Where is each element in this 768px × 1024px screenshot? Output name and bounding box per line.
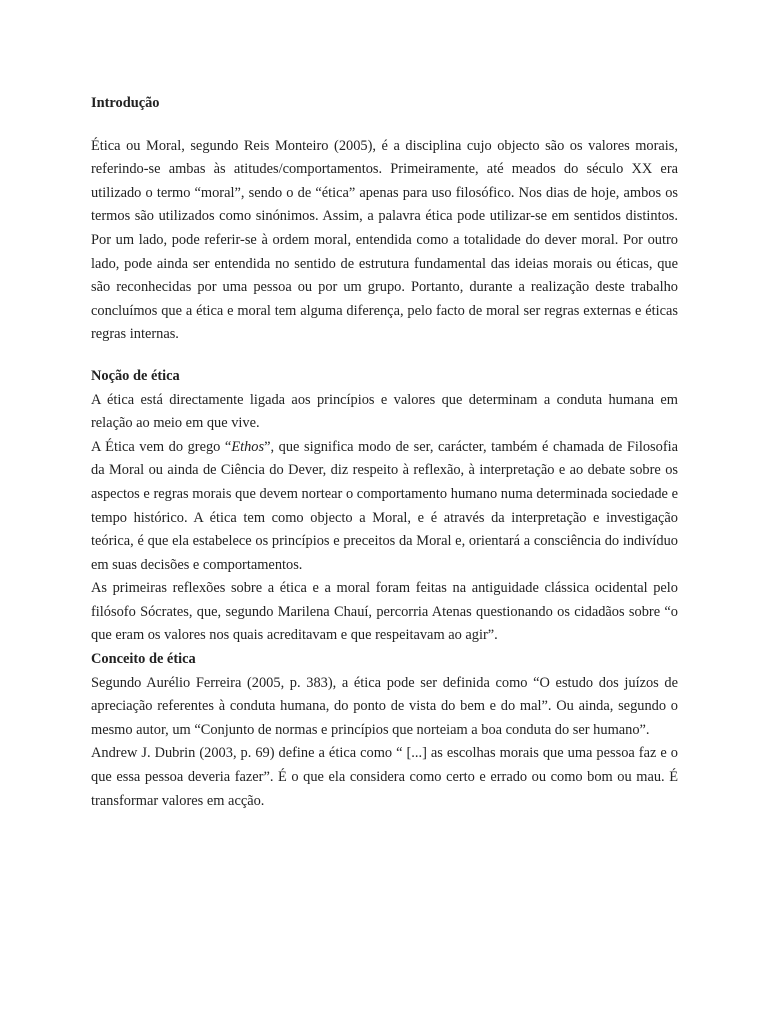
paragraph-nocao-1: A ética está directamente ligada aos princípios e valores que determinam a conduta humana em relação ao meio em que vive.	[91, 391, 678, 432]
section-heading-conceito-de-etica: Conceito de ética	[91, 651, 196, 668]
paragraph-nocao-2-start: A Ética vem do grego “	[91, 438, 232, 455]
section-heading-nocao-de-etica: Noção de ética	[91, 367, 180, 384]
paragraph-conceito-1: Segundo Aurélio Ferreira (2005, p. 383), a ética pode ser definida como “O estudo dos juízos de apreciação referentes à conduta humana, do ponto de vista do bem e do mal”. Ou ainda, segundo o mesmo autor, um “Conjunto de normas e princípios que norteiam a boa conduta do ser humano”.	[91, 674, 678, 738]
section-heading-introducao: Introdução	[91, 95, 160, 111]
paragraph-nocao-2-rest: ”, que significa modo de ser, carácter, também é chamada de Filosofia da Moral ou ainda de Ciência do Dever, diz respeito à reflexão, à interpretação e ao debate sobre os aspectos e regras morais que devem nortear o comportamento humano numa determinada sociedade e tempo histórico. A ética tem como objecto a Moral, e é através da interpretação e investigação teórica, é que ela estabelece os princípios e preceitos da Moral e, orientará a consciência do indivíduo em suas decisões e comportamentos.	[91, 438, 679, 573]
term-ethos: Ethos	[231, 438, 265, 455]
document-page	[91, 92, 678, 813]
paragraph-nocao-3: As primeiras reflexões sobre a ética e a moral foram feitas na antiguidade clássica ocidental pelo filósofo Sócrates, que, segundo Marilena Chauí, percorria Atenas questionando os cidadãos sobre “o que eram os valores nos quais acreditavam e que respeitavam ao agir”.	[91, 580, 678, 644]
paragraph-introducao: Ética ou Moral, segundo Reis Monteiro (2005), é a disciplina cujo objecto são os valores morais, referindo-se ambas às atitudes/comportamentos. Primeiramente, até meados do século XX era utilizado o termo “moral”, sendo o de “ética” apenas para uso filosófico. Nos dias de hoje, ambos os termos são utilizados como sinónimos. Assim, a palavra ética pode utilizar-se em sentidos distintos. Por um lado, pode referir-se à ordem moral, entendida como a totalidade do dever moral. Por outro lado, pode ainda ser entendida no sentido de estrutura fundamental das ideias morais ou éticas, que são reconhecidas por uma pessoa ou por um grupo. Portanto, durante a realização deste trabalho concluímos que a ética e moral tem alguma diferença, pelo facto de moral ser regras externas e éticas regras internas.	[91, 137, 678, 343]
paragraph-nocao-2	[91, 436, 678, 578]
paragraph-conceito-2: Andrew J. Dubrin (2003, p. 69) define a ética como “ [...] as escolhas morais que uma pessoa faz e o que essa pessoa deveria fazer”. É o que ela considera como certo e errado ou como bom ou mau. É transformar valores em acção.	[91, 745, 678, 809]
